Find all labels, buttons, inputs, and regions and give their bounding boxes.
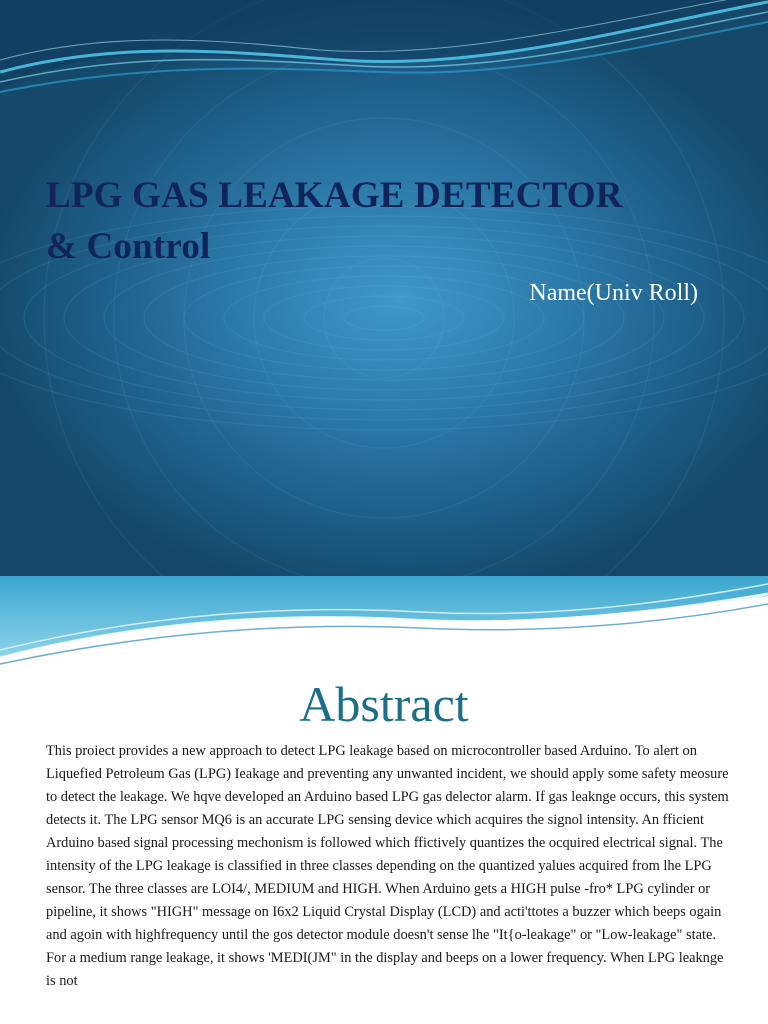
abstract-slide <box>0 576 768 1024</box>
header-wave-decoration <box>0 576 768 666</box>
slide-title: LPG GAS LEAKAGE DETECTOR & Control <box>46 175 623 267</box>
abstract-body-text: This proiect provides a new approach to detect LPG leakage based on microcontroller based Arduino. To alert on Liquefied Petroleum Gas (LPG) Ieakage and preventing any unwanted incident, we should apply some safety meosure to detect the leakage. We hqve developed an Arduino based LPG gas delector alarm. If gas leaknge occurs, this system detects it. The LPG sensor MQ6 is an accurate LPG sensing device which acquires the signol intensity. An fficient Arduino based signal processing mechonism is followed which ffictively quantizes the ocquired electrical signal. The intensity of the LPG leakage is classified in three classes depending on the quantized yalues acquired from lhe LPG sensor. The three classes are LOI4/, MEDIUM and HIGH. When Arduino gets a HIGH pulse -fro* LPG cylinder or pipeline, it shows "HIGH" message on I6x2 Liquid Crystal Display (LCD) and acti'ttotes a buzzer which beeps ogain and agoin with highfrequency until the gos detector module doesn't sense lhe "It{o-leakage" or "Low-leakage" state. For a medium range leakage, it shows 'MEDI(JM" in the display and beeps on a lower frequency. When LPG leaknge is not <box>46 743 729 989</box>
top-wave-decoration <box>0 0 768 110</box>
abstract-heading: Abstract <box>299 676 469 732</box>
slide-subtitle: Name(Univ Roll) <box>529 280 698 306</box>
